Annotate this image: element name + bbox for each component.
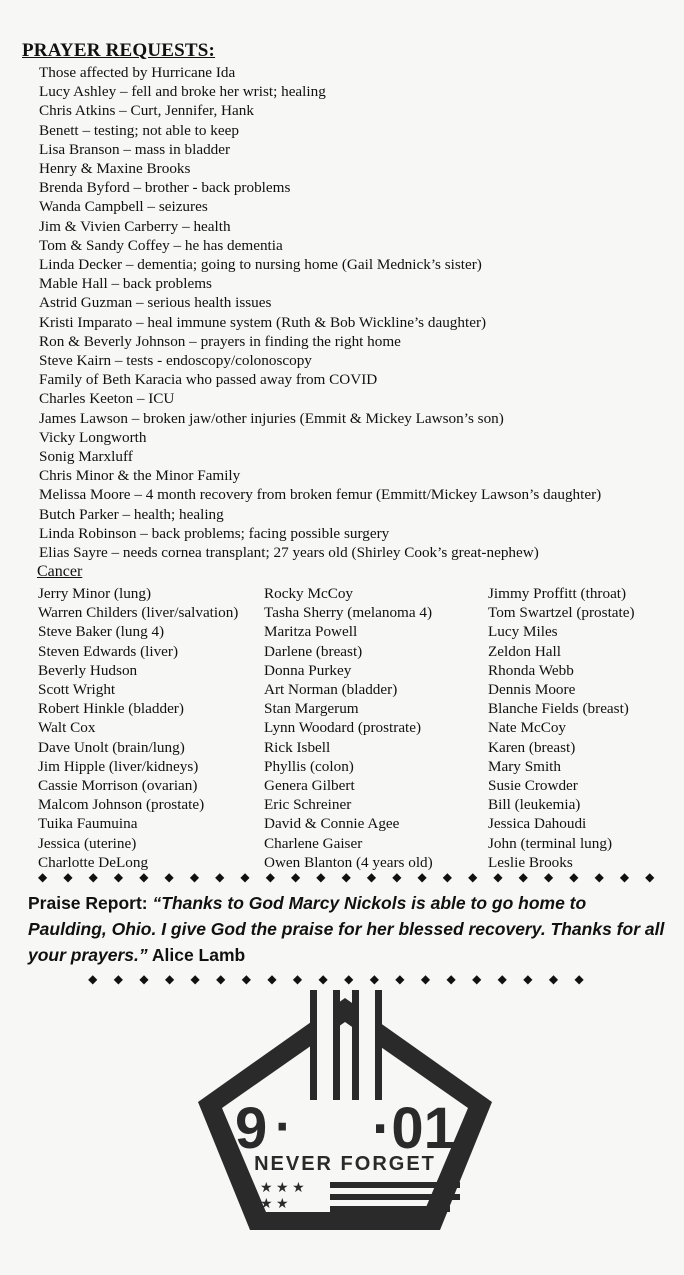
diamond-icon: ◆ — [265, 870, 275, 884]
cancer-list-item: Jerry Minor (lung) — [38, 585, 152, 602]
prayer-request-item: Steve Kairn – tests - endoscopy/colonoscopy — [39, 352, 312, 370]
cancer-list-item: Robert Hinkle (bladder) — [38, 700, 184, 718]
diamond-icon: ◆ — [240, 870, 250, 884]
prayer-request-item: Vicky Longworth — [39, 428, 147, 446]
diamond-icon: ◆ — [190, 972, 200, 986]
diamond-divider-top — [30, 870, 662, 885]
cancer-list-item: David & Connie Agee — [264, 815, 400, 833]
diamond-icon: ◆ — [189, 870, 200, 884]
cancer-list-item: Dave Unolt (brain/lung) — [38, 738, 185, 756]
cancer-list-item: Jimmy Proffitt (throat) — [488, 585, 627, 602]
praise-report-author: Alice Lamb — [151, 945, 246, 965]
diamond-icon: ◆ — [420, 972, 431, 986]
svg-text:★ ★ ★: ★ ★ ★ — [260, 1181, 305, 1196]
prayer-request-item: Charles Keeton – ICU — [39, 390, 175, 408]
diamond-icon: ◆ — [113, 870, 124, 884]
cancer-list-item: Eric Schreiner — [264, 796, 352, 814]
cancer-list-item: Rhonda Webb — [488, 661, 574, 679]
logo-never-forget: NEVER FORGET — [254, 1153, 436, 1175]
cancer-column-2 — [264, 584, 433, 872]
prayer-request-item: Benett – testing; not able to keep — [39, 121, 239, 139]
prayer-request-item: Those affected by Hurricane Ida — [39, 64, 236, 81]
diamond-icon: ◆ — [366, 870, 377, 884]
cancer-list-item: Steve Baker (lung 4) — [38, 623, 165, 641]
cancer-column-1 — [38, 584, 238, 872]
cancer-list-item: Walt Cox — [38, 719, 96, 737]
cancer-list-item: Owen Blanton (4 years old) — [264, 853, 433, 871]
prayer-request-item: Butch Parker – health; healing — [39, 505, 224, 523]
diamond-icon: ◆ — [215, 870, 225, 884]
diamond-icon: ◆ — [497, 972, 507, 986]
cancer-list-item: Steven Edwards (liver) — [38, 642, 179, 660]
diamond-icon: ◆ — [113, 972, 123, 986]
cancer-list-item: Malcom Johnson (prostate) — [38, 796, 205, 814]
cancer-list-item: Phyllis (colon) — [264, 757, 354, 775]
logo-number-left: 9 — [235, 1096, 268, 1161]
diamond-icon: ◆ — [574, 972, 584, 986]
cancer-list-item: Mary Smith — [488, 757, 561, 775]
diamond-icon: ◆ — [267, 972, 277, 986]
cancer-list-item: Scott Wright — [38, 681, 116, 699]
prayer-request-item: Tom & Sandy Coffey – he has dementia — [39, 236, 283, 254]
diamond-divider-bottom — [80, 972, 592, 987]
prayer-request-item: Sonig Marxluff — [39, 448, 133, 466]
svg-text:★ ★: ★ ★ — [260, 1197, 289, 1212]
prayer-request-item: Linda Robinson – back problems; facing possible surgery — [39, 524, 390, 542]
diamond-icon: ◆ — [446, 972, 456, 986]
diamond-icon: ◆ — [523, 972, 533, 986]
cancer-list-item: Karen (breast) — [488, 738, 576, 756]
prayer-request-item: Wanda Campbell – seizures — [39, 198, 208, 216]
cancer-list-item: Dennis Moore — [488, 681, 576, 699]
prayer-request-item: Elias Sayre – needs cornea transplant; 27 years old (Shirley Cook’s great-nephew) — [39, 544, 539, 562]
diamond-icon: ◆ — [292, 972, 303, 986]
diamond-icon: ◆ — [493, 870, 503, 884]
diamond-icon: ◆ — [164, 972, 175, 986]
diamond-icon: ◆ — [392, 870, 402, 884]
cancer-list-item: Nate McCoy — [488, 719, 567, 737]
prayer-request-item: Kristi Imparato – heal immune system (Ruth & Bob Wickline’s daughter) — [39, 313, 487, 331]
prayer-requests-heading: PRAYER REQUESTS: — [22, 40, 216, 61]
cancer-list-item: Tom Swartzel (prostate) — [488, 604, 635, 622]
diamond-icon: ◆ — [369, 972, 379, 986]
prayer-request-item: Jim & Vivien Carberry – health — [39, 217, 231, 235]
prayer-request-item: Linda Decker – dementia; going to nursing home (Gail Mednick’s sister) — [39, 256, 482, 274]
cancer-list-item: Susie Crowder — [488, 777, 578, 795]
prayer-request-item: Mable Hall – back problems — [39, 275, 212, 293]
prayer-request-item: James Lawson – broken jaw/other injuries (Emmit & Mickey Lawson’s son) — [39, 409, 504, 427]
cancer-list-item: Donna Purkey — [264, 661, 352, 679]
diamond-icon: ◆ — [38, 870, 48, 884]
diamond-icon: ◆ — [472, 972, 482, 986]
prayer-request-list — [39, 63, 679, 562]
diamond-icon: ◆ — [139, 870, 149, 884]
cancer-list-item: Zeldon Hall — [488, 642, 561, 660]
prayer-request-item: Chris Atkins – Curt, Jennifer, Hank — [39, 102, 254, 120]
cancer-list-item: Darlene (breast) — [264, 642, 363, 660]
diamond-icon: ◆ — [548, 972, 559, 986]
cancer-column-3 — [488, 584, 635, 872]
cancer-list-item: John (terminal lung) — [488, 834, 613, 852]
cancer-list-item: Blanche Fields (breast) — [488, 700, 629, 718]
cancer-heading: Cancer — [37, 563, 83, 580]
diamond-icon: ◆ — [518, 870, 528, 884]
diamond-icon: ◆ — [442, 870, 453, 884]
cancer-list-item: Tuika Faumuina — [38, 815, 138, 833]
cancer-list-item: Lucy Miles — [488, 623, 558, 641]
diamond-icon: ◆ — [619, 870, 630, 884]
diamond-icon: ◆ — [88, 972, 98, 986]
prayer-request-item: Ron & Beverly Johnson – prayers in finding the right home — [39, 332, 401, 350]
diamond-icon: ◆ — [63, 870, 73, 884]
prayer-request-item: Lucy Ashley – fell and broke her wrist; healing — [39, 83, 326, 101]
praise-report-quote: “Thanks to God Marcy Nickols is able to go home to Paulding, Ohio. I give God the praise for her blessed recovery. Thanks for all your prayers.” — [28, 893, 665, 965]
diamond-icon: ◆ — [291, 870, 301, 884]
diamond-icon: ◆ — [344, 972, 354, 986]
prayer-request-item: Melissa Moore – 4 month recovery from broken femur (Emmitt/Mickey Lawson’s daughter) — [39, 486, 602, 504]
cancer-list-item: Tasha Sherry (melanoma 4) — [264, 604, 433, 622]
cancer-list-item: Leslie Brooks — [488, 853, 573, 871]
diamond-icon: ◆ — [341, 870, 351, 884]
diamond-icon: ◆ — [241, 972, 251, 986]
diamond-icon: ◆ — [316, 870, 326, 884]
diamond-icon: ◆ — [543, 870, 554, 884]
logo-dot: · — [275, 1098, 293, 1156]
cancer-list-item: Rick Isbell — [264, 738, 331, 756]
prayer-request-item: Brenda Byford – brother - back problems — [39, 179, 291, 197]
cancer-list-item: Art Norman (bladder) — [264, 681, 398, 699]
svg-text:★ ★ ★: ★ ★ ★ — [260, 1213, 305, 1228]
diamond-icon: ◆ — [645, 870, 655, 884]
diamond-icon: ◆ — [216, 972, 226, 986]
cancer-list-item: Bill (leukemia) — [488, 796, 581, 814]
911-never-forget-logo — [190, 990, 500, 1235]
diamond-icon: ◆ — [569, 870, 579, 884]
cancer-list-item: Jessica Dahoudi — [488, 815, 587, 833]
prayer-request-item: Henry & Maxine Brooks — [39, 160, 191, 178]
diamond-icon: ◆ — [164, 870, 174, 884]
diamond-icon: ◆ — [395, 972, 405, 986]
diamond-icon: ◆ — [594, 870, 604, 884]
cancer-list-item: Warren Childers (liver/salvation) — [38, 604, 239, 622]
diamond-icon: ◆ — [417, 870, 427, 884]
prayer-request-item: Family of Beth Karacia who passed away from COVID — [39, 371, 378, 389]
cancer-list-item: Jim Hipple (liver/kidneys) — [38, 757, 199, 775]
cancer-list-item: Genera Gilbert — [264, 777, 355, 795]
cancer-list-item: Charlotte DeLong — [38, 853, 149, 871]
cancer-list-item: Maritza Powell — [264, 623, 358, 641]
diamond-icon: ◆ — [468, 870, 478, 884]
diamond-icon: ◆ — [88, 870, 98, 884]
cancer-list-item: Cassie Morrison (ovarian) — [38, 777, 198, 795]
cancer-list-item: Jessica (uterine) — [38, 834, 137, 852]
praise-report-label: Praise Report: — [28, 893, 148, 913]
prayer-request-item: Astrid Guzman – serious health issues — [39, 294, 272, 312]
cancer-list-item: Beverly Hudson — [38, 661, 138, 679]
praise-report — [28, 890, 668, 968]
prayer-request-item: Lisa Branson – mass in bladder — [39, 140, 231, 158]
cancer-list-item: Charlene Gaiser — [264, 834, 363, 852]
prayer-request-item: Chris Minor & the Minor Family — [39, 467, 241, 485]
cancer-list-item: Rocky McCoy — [264, 585, 354, 602]
diamond-icon: ◆ — [318, 972, 328, 986]
diamond-icon: ◆ — [139, 972, 149, 986]
cancer-list-item: Lynn Woodard (prostrate) — [264, 719, 422, 737]
cancer-list-item: Stan Margerum — [264, 700, 359, 718]
logo-number-right: ·01 — [372, 1096, 456, 1161]
